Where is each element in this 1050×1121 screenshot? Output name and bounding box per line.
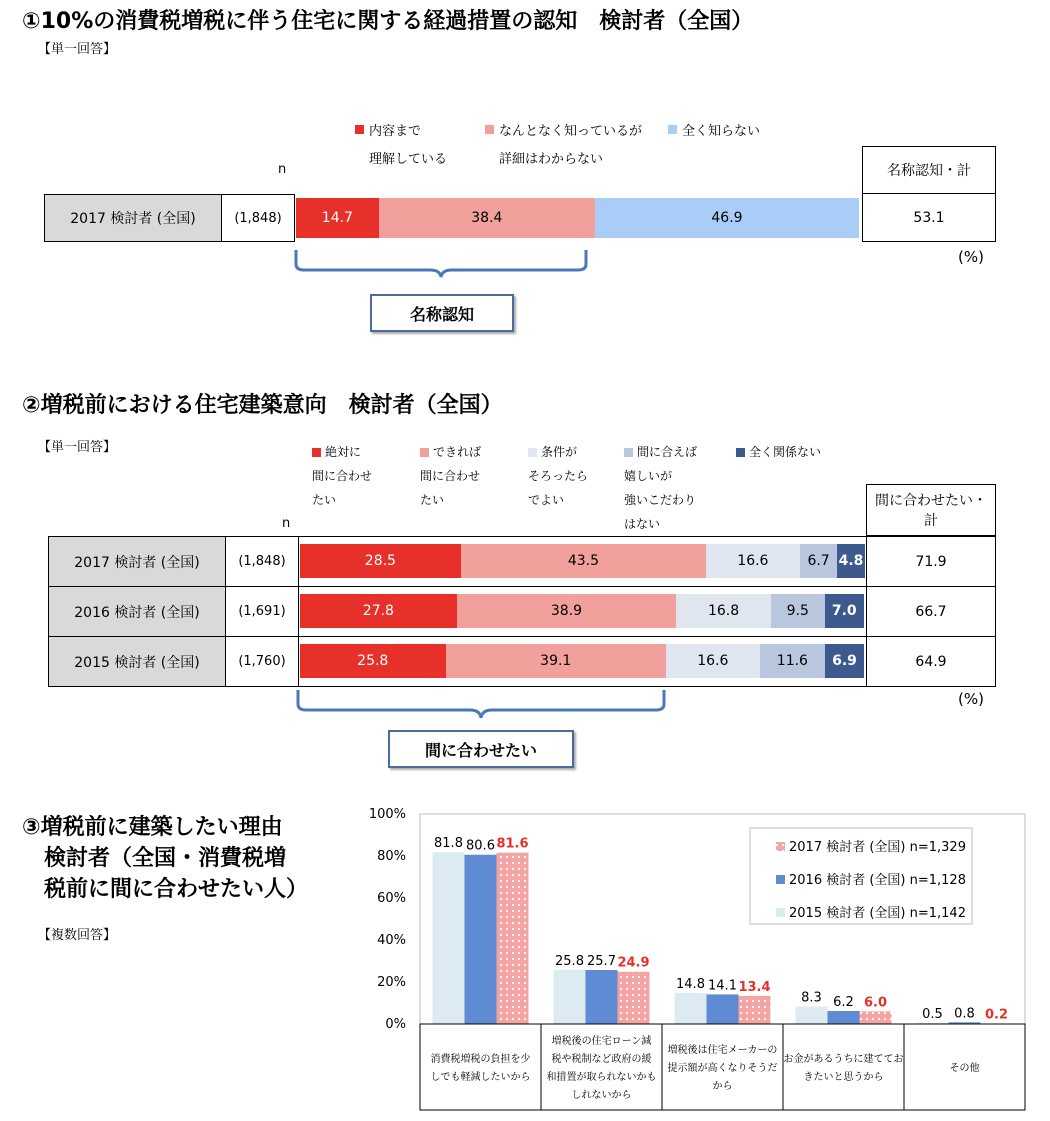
legend-label: たい xyxy=(312,493,337,507)
bar xyxy=(618,972,650,1024)
row-total: 66.7 xyxy=(866,586,996,637)
section2-callout xyxy=(388,730,574,768)
data-label: 8.3 xyxy=(801,990,822,1006)
bar-segment: 6.7 xyxy=(800,544,838,578)
bar xyxy=(796,1007,828,1024)
bar xyxy=(586,970,618,1024)
legend-label: 2015 検討者 (全国) n=1,142 xyxy=(789,906,966,921)
section3-title xyxy=(22,812,308,905)
bar xyxy=(675,993,707,1024)
row-label: 2017 検討者 (全国) xyxy=(44,194,222,242)
bar xyxy=(860,1011,892,1024)
bar xyxy=(828,1011,860,1024)
section2-n-label: n xyxy=(282,516,291,531)
legend-label: 嬉しいが xyxy=(624,469,673,483)
section2-callout-text: 間に合わせたい xyxy=(424,740,537,760)
bar xyxy=(497,853,529,1024)
legend-label: 2016 検討者 (全国) n=1,128 xyxy=(789,873,966,888)
category-label: 提示額が高くなりそうだ xyxy=(667,1063,778,1074)
row-divider xyxy=(297,586,866,587)
row-label: 2015 検討者 (全国) xyxy=(48,636,226,687)
section1-subtitle: 【単一回答】 xyxy=(38,42,117,57)
legend-label: 間に合わせ xyxy=(312,469,373,483)
category-label: きたいと思うから xyxy=(803,1072,884,1083)
row-total: 53.1 xyxy=(862,193,996,242)
bar-segment: 9.5 xyxy=(771,594,825,628)
section2-subtitle: 【単一回答】 xyxy=(38,440,117,455)
legend-swatch xyxy=(776,908,785,917)
data-label: 24.9 xyxy=(617,955,650,971)
data-label: 81.8 xyxy=(434,836,463,852)
bar-segment: 16.6 xyxy=(666,644,760,678)
bar-segment: 14.7 xyxy=(296,198,379,238)
row-total: 71.9 xyxy=(866,536,996,587)
bar xyxy=(739,996,771,1024)
legend-label: なんとなく知っているが xyxy=(499,124,643,139)
y-tick-label: 20% xyxy=(377,975,406,990)
bar-segment: 38.9 xyxy=(457,594,676,628)
legend-label: はない xyxy=(624,517,661,531)
category-label: しれないから xyxy=(571,1090,632,1101)
section2-total-header xyxy=(866,484,996,536)
row-n: (1,760) xyxy=(225,636,299,687)
section3-title-line2: 検討者（全国・消費税増 xyxy=(44,846,287,871)
legend-label: そろったら xyxy=(528,469,589,483)
section2-brace xyxy=(292,686,672,722)
category-box xyxy=(783,1024,904,1110)
legend-label: できれば xyxy=(433,445,482,459)
row-total: 64.9 xyxy=(866,636,996,687)
legend-label: 強いこだわり xyxy=(624,493,697,507)
bar-segment: 4.8 xyxy=(837,544,864,578)
bar-segment: 16.6 xyxy=(706,544,800,578)
row-n: (1,848) xyxy=(221,194,295,242)
section1-callout xyxy=(370,294,514,332)
data-label: 6.2 xyxy=(833,994,854,1010)
legend-swatch xyxy=(776,875,785,884)
section1-brace xyxy=(290,244,590,280)
row-label: 2016 検討者 (全国) xyxy=(48,586,226,637)
data-label: 6.0 xyxy=(863,995,888,1011)
section2-unit: (%) xyxy=(958,690,984,708)
legend-swatch xyxy=(355,125,364,134)
data-label: 14.1 xyxy=(708,978,737,994)
legend-label: でよい xyxy=(528,493,565,507)
data-label: 0.2 xyxy=(984,1007,1009,1023)
y-tick-label: 0% xyxy=(385,1017,406,1032)
bar xyxy=(707,994,739,1024)
data-label: 25.8 xyxy=(555,953,584,969)
category-label: 消費税増税の負担を少 xyxy=(430,1054,531,1065)
legend-swatch xyxy=(736,448,745,457)
y-tick-label: 80% xyxy=(377,849,406,864)
legend-swatch xyxy=(776,842,785,851)
legend-label: 絶対に xyxy=(325,445,362,459)
row-label: 2017 検討者 (全国) xyxy=(48,536,226,587)
section1-callout-text: 名称認知 xyxy=(409,304,474,324)
row-n: (1,848) xyxy=(225,536,299,587)
section1-unit: (%) xyxy=(958,248,984,266)
legend-label: 全く知らない xyxy=(682,124,761,139)
category-box xyxy=(420,1024,541,1110)
data-label: 81.6 xyxy=(496,836,529,852)
section3-subtitle: 【複数回答】 xyxy=(38,928,117,943)
legend-swatch xyxy=(485,125,494,134)
section3-title-line3: 税前に間に合わせたい人） xyxy=(44,877,309,902)
legend-label: 詳細はわからない xyxy=(499,152,604,167)
table-border xyxy=(297,536,866,687)
section2-title: ②増税前における住宅建築意向 検討者（全国） xyxy=(22,393,503,418)
bar-segment: 16.8 xyxy=(676,594,771,628)
section3-chart xyxy=(360,800,1040,1116)
data-label: 0.5 xyxy=(922,1006,943,1022)
legend-label: 内容まで xyxy=(369,124,422,139)
legend-swatch xyxy=(624,448,633,457)
section2-total-header-line1: 間に合わせたい・ xyxy=(875,493,987,509)
y-tick-label: 40% xyxy=(377,933,406,948)
legend-label: 条件が xyxy=(541,445,578,459)
legend-label: 2017 検討者 (全国) n=1,329 xyxy=(789,840,966,855)
data-label: 25.7 xyxy=(587,954,616,970)
bar-segment: 43.5 xyxy=(461,544,706,578)
section1-n-label: n xyxy=(278,162,287,177)
category-label: お金があるうちに建ててお xyxy=(783,1054,904,1065)
y-tick-label: 100% xyxy=(368,807,406,822)
bar xyxy=(554,970,586,1024)
bar-segment: 28.5 xyxy=(300,544,461,578)
legend-swatch xyxy=(668,125,677,134)
bar-segment: 39.1 xyxy=(446,644,667,678)
category-label: 和措置が取られないかも xyxy=(546,1072,657,1083)
section3-title-line1: ③増税前に建築したい理由 xyxy=(22,815,283,840)
section1-total-header-text: 名称認知・計 xyxy=(887,163,971,179)
bar-segment: 38.4 xyxy=(379,198,595,238)
bar-segment: 6.9 xyxy=(825,644,864,678)
category-label: から xyxy=(712,1081,733,1092)
y-tick-label: 60% xyxy=(377,891,406,906)
row-n: (1,691) xyxy=(225,586,299,637)
section2-total-header-line2: 計 xyxy=(924,513,938,529)
section1-total-header xyxy=(862,146,996,194)
legend-swatch xyxy=(420,448,429,457)
legend-label: 理解している xyxy=(369,152,448,167)
data-label: 13.4 xyxy=(738,979,771,995)
bar-segment: 11.6 xyxy=(760,644,825,678)
legend-swatch xyxy=(312,448,321,457)
legend-label: たい xyxy=(420,493,445,507)
bar xyxy=(433,852,465,1024)
category-label: 増税後は住宅メーカーの xyxy=(667,1045,778,1056)
category-label: その他 xyxy=(949,1063,980,1074)
bar-segment: 25.8 xyxy=(300,644,446,678)
section1-title: ①10%の消費税増税に伴う住宅に関する経過措置の認知 検討者（全国） xyxy=(22,9,754,34)
category-label: 税や税制など政府の緩 xyxy=(551,1054,652,1065)
data-label: 0.8 xyxy=(954,1006,975,1022)
legend-label: 間に合わせ xyxy=(420,469,481,483)
data-label: 80.6 xyxy=(466,838,495,854)
bar-segment: 7.0 xyxy=(825,594,864,628)
category-label: 増税後の住宅ローン減 xyxy=(551,1036,652,1047)
bar-segment: 27.8 xyxy=(300,594,457,628)
legend-swatch xyxy=(528,448,537,457)
legend-label: 全く関係ない xyxy=(749,445,822,459)
data-label: 14.8 xyxy=(676,976,705,992)
bar-segment: 46.9 xyxy=(595,198,859,238)
bar xyxy=(465,855,497,1024)
row-divider xyxy=(297,636,866,637)
category-label: しでも軽減したいから xyxy=(430,1072,531,1083)
legend-label: 間に合えば xyxy=(637,445,698,459)
